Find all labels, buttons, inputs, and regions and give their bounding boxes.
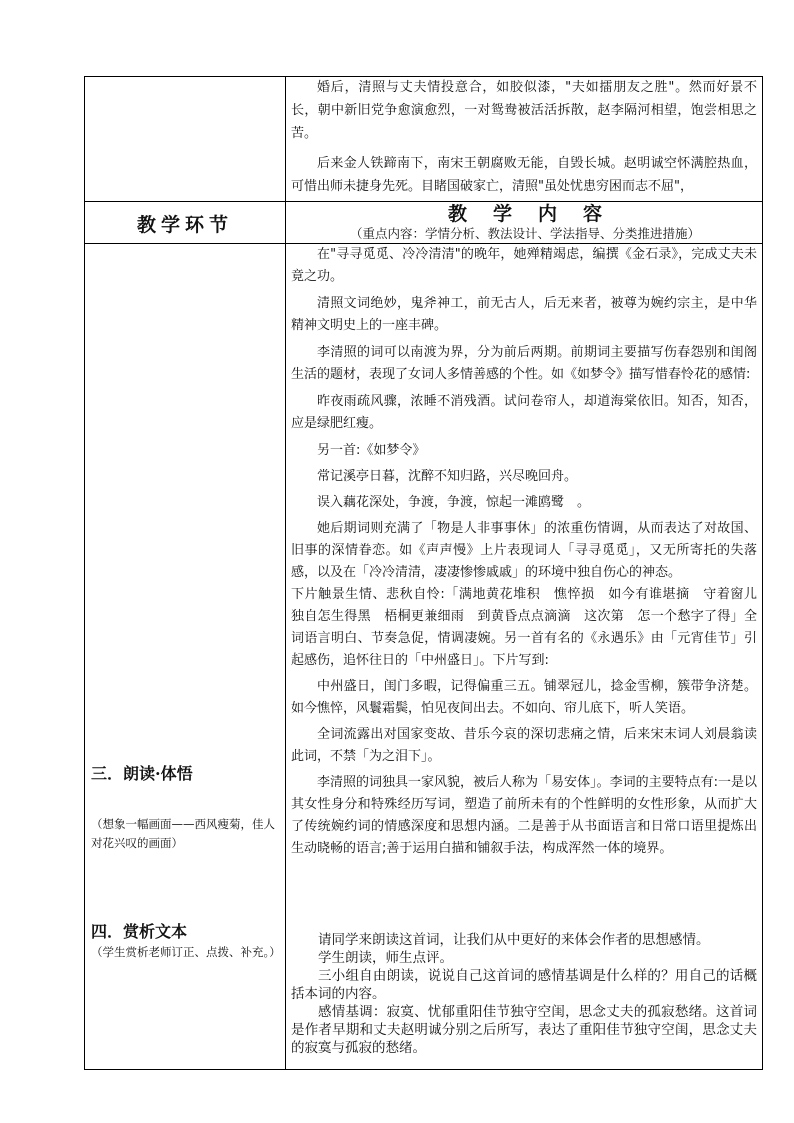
- poem-paragraph: 昨夜雨疏风骤，浓睡不消残酒。试问卷帘人，却道海棠依旧。知否，知否，应是绿肥红瘦。: [291, 394, 757, 431]
- reading-content: [291, 931, 757, 1057]
- paragraph: 三小组自由朗读，说说自己这首词的感情基调是什么样的？用自己的话概括本词的内容。: [291, 968, 757, 1002]
- paragraph: 李清照的词可以南渡为界，分为前后两期。前期词主要描写伤春怨别和闺阁生活的题材，表现了女词人多情善感的个性。如《如梦令》描写惜春怜花的感情:: [291, 345, 757, 382]
- paragraph: 请同学来朗读这首词，让我们从中更好的来体会作者的思想感情。: [318, 932, 710, 948]
- paragraph: 她后期词则充满了「物是人非事事休」的浓重伤情调，从而表达了对故国、旧事的深情眷恋。如《声声慢》上片表现词人「寻寻觅觅」，又无所寄托的失落感，以及在「冷冷清清，凄凄惨惨戚戚」的环境中独自伤心的神态。: [291, 521, 757, 580]
- paragraph: 全词流露出对国家变故、昔乐今哀的深切悲痛之情，后来宋末词人刘晨翁读此词，不禁「为之泪下」。: [291, 727, 757, 764]
- paragraph: 婚后，清照与丈夫情投意合，如胶似漆，"夫如擂朋友之胜"。然而好景不长，朝中新旧党争愈演愈烈，一对鸳鸯被活活拆散，赵李隔河相望，饱尝相思之苦。: [291, 80, 757, 141]
- paragraph: 李清照的词独具一家风貌，被后人称为「易安体」。李词的主要特点有:一是以其女性身分和特殊经历写词，塑造了前所未有的个性鲜明的女性形象，从而扩大了传统婉约词的情感深度和思想内涵。二是善于从书面语言和日常口语里提炼出生动晓畅的语言;善于运用白描和铺叙手法，构成浑然一体的境界。: [291, 775, 757, 856]
- section-note-appreciation: （学生赏析老师订正、点拨、补充。）: [91, 945, 281, 959]
- top-content: [291, 77, 757, 198]
- paragraph: 在"寻寻觅觅、冷冷清清"的晚年，她殚精竭虑，编撰《金石录》，完成丈夫未竟之功。: [291, 247, 757, 284]
- section-title-reading: 三．朗读·体悟: [91, 764, 193, 783]
- lesson-table: [84, 76, 771, 1070]
- paragraph: 另一首:《如梦令》: [317, 443, 426, 458]
- paragraph: 感情基调：寂寞、忧郁重阳佳节独守空闺，思念丈夫的孤寂愁绪。这首词是作者早期和丈夫赵明诚分别之后所写，表达了重阳佳节独守空闺，思念丈夫的寂寞与孤寂的愁绪。: [291, 1004, 757, 1056]
- header-title: 教学内容: [447, 203, 628, 225]
- paragraph: 下片触景生情、悲秋自怜:「满地黄花堆积 憔悴损 如今有谁堪摘 守着窗儿 独自怎生得黑 梧桐更兼细雨 到黄昏点点滴滴 这次第 怎一个愁字了得」全词语言明白、节奏急促，情调凄婉。另一首有名的《永遇乐》由「元宵佳节」引起感伤，追怀往日的「中州盛日」。下片写到:: [291, 587, 771, 668]
- poem-line: 误入藕花深处，争渡，争渡，惊起一滩鸥鹭 。: [317, 495, 591, 510]
- main-content: [291, 244, 771, 860]
- paragraph: 后来金人铁蹄南下，南宋王朝腐败无能，自毁长城。赵明诚空怀满腔热血，可惜出师未捷身先死。目睹国破家亡，清照"虽处忧患穷困而志不屈"，: [291, 156, 757, 194]
- header-teaching-stage: 教学环节: [136, 213, 233, 236]
- poem-line: 常记溪亭日暮，沈醉不知归路，兴尽晚回舟。: [317, 469, 578, 484]
- poem-paragraph: 中州盛日，闺门多暇，记得偏重三五。铺翠冠儿，捻金雪柳，簇带争济楚。如今憔悴，风鬟霜鬓，怕见夜间出去。不如向、帘儿底下，听人笑语。: [291, 679, 757, 716]
- paragraph: 清照文词绝妙，鬼斧神工，前无古人，后无来者，被尊为婉约宗主，是中华精神文明史上的一座丰碑。: [291, 296, 757, 333]
- header-subtitle: （重点内容：学情分析、教法设计、学法指导、分类推进措施）: [349, 226, 700, 241]
- paragraph: 学生朗读，师生点评。: [318, 950, 453, 966]
- header-teaching-content: [286, 202, 764, 244]
- section-note-reading: （想象一幅画面——西风瘦菊，佳人对花兴叹的画面）: [91, 817, 275, 850]
- section-title-appreciation: 四．赏析文本: [91, 922, 188, 941]
